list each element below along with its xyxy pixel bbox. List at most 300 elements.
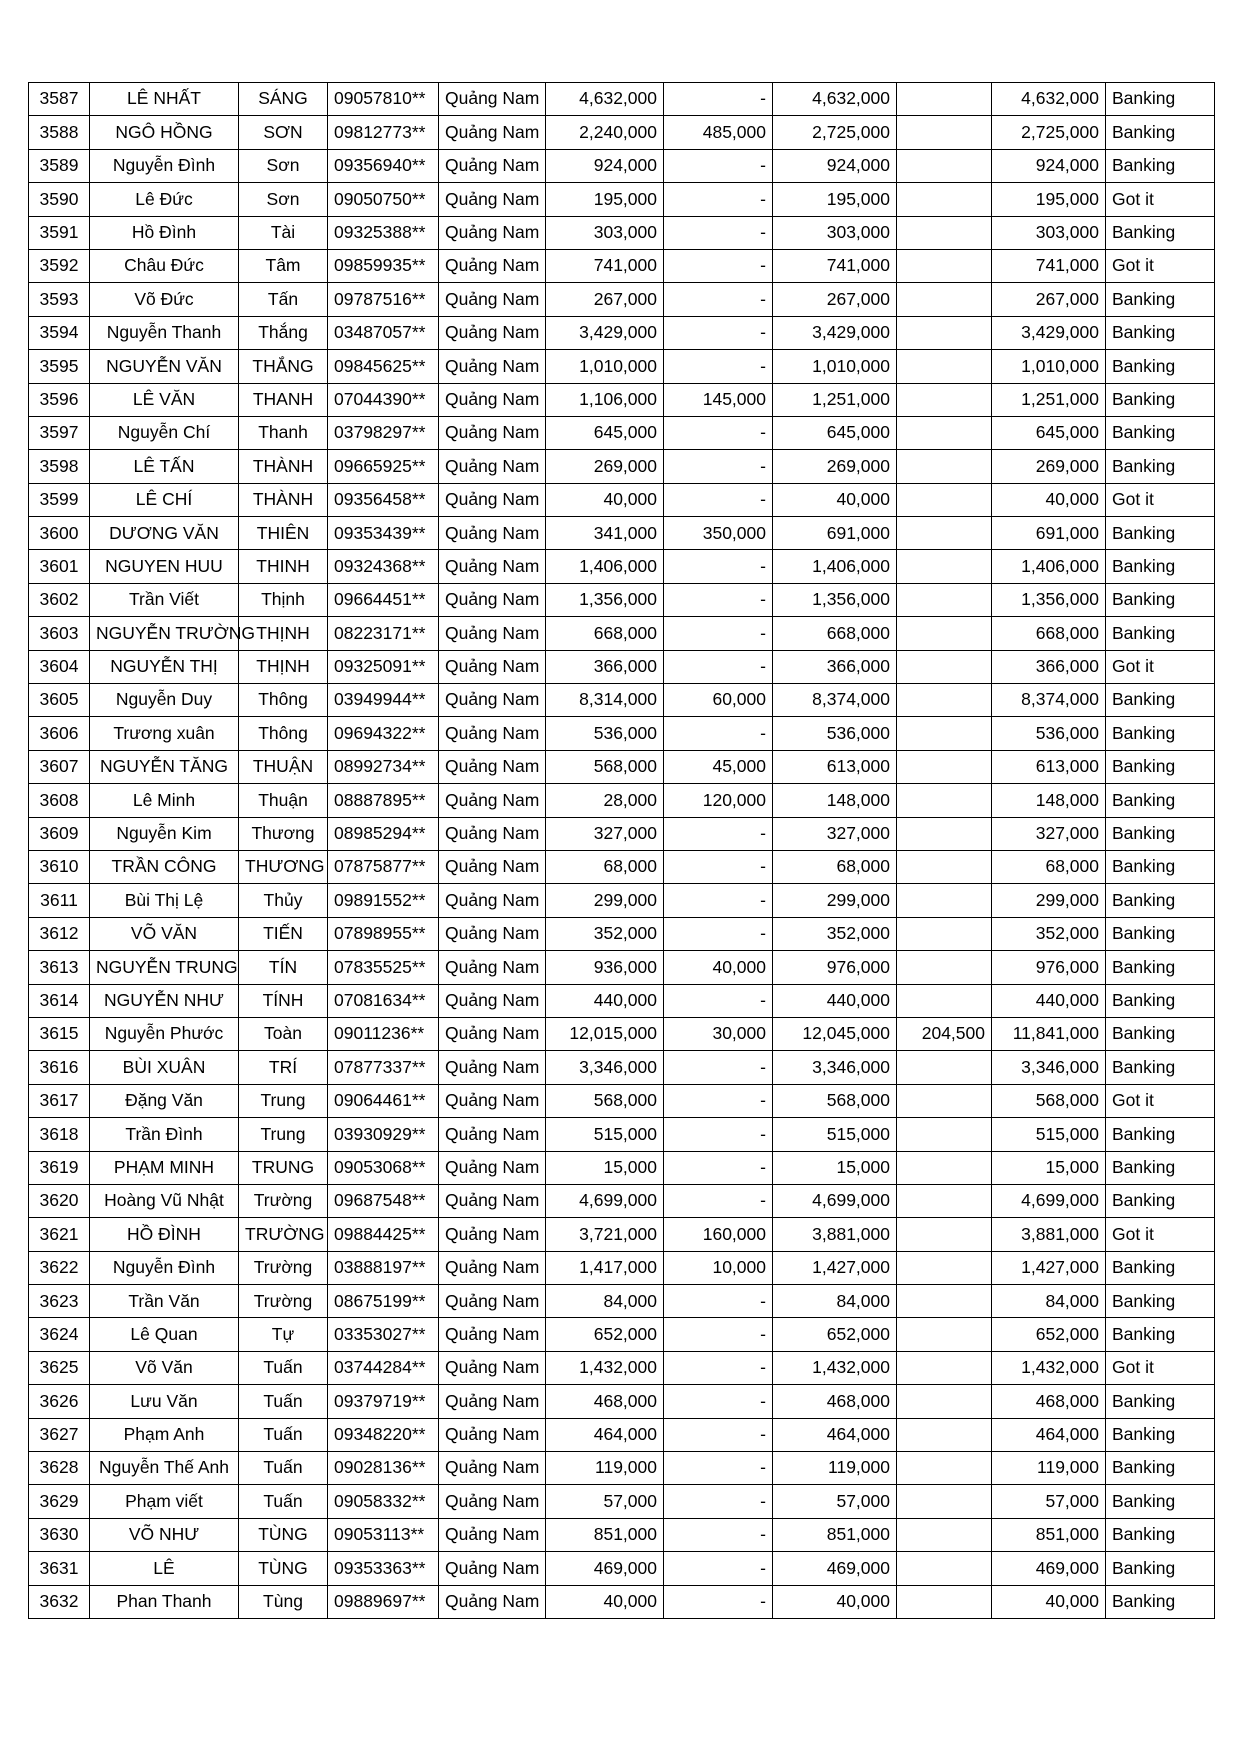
total-cell: 3,881,000 <box>992 1218 1106 1251</box>
surname-cell: LÊ CHÍ <box>90 483 239 516</box>
province-cell: Quảng Nam <box>439 383 546 416</box>
method-cell: Banking <box>1106 1251 1215 1284</box>
surname-cell: Nguyễn Thế Anh <box>90 1452 239 1485</box>
bonus-cell: - <box>664 583 773 616</box>
phone-cell: 08675199** <box>328 1285 439 1318</box>
bonus-cell: - <box>664 450 773 483</box>
method-cell: Banking <box>1106 850 1215 883</box>
bonus-cell: - <box>664 216 773 249</box>
subtotal-cell: 267,000 <box>773 283 897 316</box>
province-cell: Quảng Nam <box>439 483 546 516</box>
phone-cell: 08887895** <box>328 784 439 817</box>
bonus-cell: - <box>664 149 773 182</box>
bonus-cell: - <box>664 1351 773 1384</box>
table-row <box>29 1385 1215 1418</box>
subtotal-cell: 568,000 <box>773 1084 897 1117</box>
bonus-cell: - <box>664 183 773 216</box>
bonus-cell: - <box>664 1318 773 1351</box>
subtotal-cell: 652,000 <box>773 1318 897 1351</box>
row-number: 3623 <box>29 1285 90 1318</box>
surname-cell: Phạm Anh <box>90 1418 239 1451</box>
row-number: 3619 <box>29 1151 90 1184</box>
subtotal-cell: 2,725,000 <box>773 116 897 149</box>
surname-cell: Lê Minh <box>90 784 239 817</box>
bonus-cell: - <box>664 1118 773 1151</box>
table-row <box>29 1485 1215 1518</box>
table-row <box>29 1051 1215 1084</box>
province-cell: Quảng Nam <box>439 1552 546 1585</box>
total-cell: 84,000 <box>992 1285 1106 1318</box>
subtotal-cell: 645,000 <box>773 416 897 449</box>
amount-cell: 741,000 <box>546 249 664 282</box>
method-cell: Banking <box>1106 1017 1215 1050</box>
bonus-cell: 350,000 <box>664 517 773 550</box>
province-cell: Quảng Nam <box>439 917 546 950</box>
row-number: 3612 <box>29 917 90 950</box>
bonus-cell: - <box>664 650 773 683</box>
deduction-cell <box>897 450 992 483</box>
row-number: 3624 <box>29 1318 90 1351</box>
phone-cell: 09889697** <box>328 1585 439 1618</box>
phone-cell: 09325388** <box>328 216 439 249</box>
bonus-cell: 45,000 <box>664 750 773 783</box>
given-name-cell: Tuấn <box>239 1385 328 1418</box>
province-cell: Quảng Nam <box>439 249 546 282</box>
subtotal-cell: 469,000 <box>773 1552 897 1585</box>
phone-cell: 09050750** <box>328 183 439 216</box>
given-name-cell: Thuận <box>239 784 328 817</box>
surname-cell: Đặng Văn <box>90 1084 239 1117</box>
deduction-cell <box>897 149 992 182</box>
row-number: 3591 <box>29 216 90 249</box>
method-cell: Banking <box>1106 1318 1215 1351</box>
province-cell: Quảng Nam <box>439 183 546 216</box>
given-name-cell: Toàn <box>239 1017 328 1050</box>
amount-cell: 4,632,000 <box>546 83 664 116</box>
amount-cell: 3,721,000 <box>546 1218 664 1251</box>
bonus-cell: - <box>664 1151 773 1184</box>
method-cell: Got it <box>1106 1084 1215 1117</box>
province-cell: Quảng Nam <box>439 416 546 449</box>
table-row <box>29 684 1215 717</box>
method-cell: Banking <box>1106 550 1215 583</box>
deduction-cell <box>897 617 992 650</box>
table-row <box>29 216 1215 249</box>
bonus-cell: - <box>664 1452 773 1485</box>
province-cell: Quảng Nam <box>439 116 546 149</box>
province-cell: Quảng Nam <box>439 1518 546 1551</box>
surname-cell: LÊ <box>90 1552 239 1585</box>
method-cell: Banking <box>1106 583 1215 616</box>
total-cell: 68,000 <box>992 850 1106 883</box>
total-cell: 1,427,000 <box>992 1251 1106 1284</box>
subtotal-cell: 468,000 <box>773 1385 897 1418</box>
table-row <box>29 450 1215 483</box>
method-cell: Banking <box>1106 416 1215 449</box>
bonus-cell: - <box>664 416 773 449</box>
table-row <box>29 149 1215 182</box>
province-cell: Quảng Nam <box>439 1485 546 1518</box>
subtotal-cell: 119,000 <box>773 1452 897 1485</box>
deduction-cell <box>897 283 992 316</box>
method-cell: Banking <box>1106 951 1215 984</box>
given-name-cell: Thịnh <box>239 583 328 616</box>
surname-cell: NGUYỄN NHƯ <box>90 984 239 1017</box>
row-number: 3611 <box>29 884 90 917</box>
total-cell: 269,000 <box>992 450 1106 483</box>
amount-cell: 15,000 <box>546 1151 664 1184</box>
method-cell: Banking <box>1106 1051 1215 1084</box>
province-cell: Quảng Nam <box>439 1218 546 1251</box>
row-number: 3590 <box>29 183 90 216</box>
deduction-cell <box>897 183 992 216</box>
given-name-cell: SÁNG <box>239 83 328 116</box>
deduction-cell <box>897 1218 992 1251</box>
amount-cell: 2,240,000 <box>546 116 664 149</box>
deduction-cell <box>897 850 992 883</box>
row-number: 3588 <box>29 116 90 149</box>
amount-cell: 440,000 <box>546 984 664 1017</box>
surname-cell: Phạm viết <box>90 1485 239 1518</box>
given-name-cell: THƯƠNG <box>239 850 328 883</box>
amount-cell: 57,000 <box>546 1485 664 1518</box>
subtotal-cell: 12,045,000 <box>773 1017 897 1050</box>
amount-cell: 303,000 <box>546 216 664 249</box>
total-cell: 613,000 <box>992 750 1106 783</box>
subtotal-cell: 924,000 <box>773 149 897 182</box>
surname-cell: Phan Thanh <box>90 1585 239 1618</box>
province-cell: Quảng Nam <box>439 617 546 650</box>
total-cell: 267,000 <box>992 283 1106 316</box>
deduction-cell <box>897 316 992 349</box>
surname-cell: Nguyễn Đình <box>90 149 239 182</box>
province-cell: Quảng Nam <box>439 984 546 1017</box>
given-name-cell: Thắng <box>239 316 328 349</box>
table-row <box>29 817 1215 850</box>
table-row <box>29 483 1215 516</box>
given-name-cell: THỊNH <box>239 650 328 683</box>
deduction-cell <box>897 984 992 1017</box>
province-cell: Quảng Nam <box>439 1385 546 1418</box>
subtotal-cell: 1,406,000 <box>773 550 897 583</box>
given-name-cell: TÍN <box>239 951 328 984</box>
surname-cell: LÊ TẤN <box>90 450 239 483</box>
table-row <box>29 83 1215 116</box>
row-number: 3630 <box>29 1518 90 1551</box>
table-row <box>29 1585 1215 1618</box>
province-cell: Quảng Nam <box>439 583 546 616</box>
amount-cell: 924,000 <box>546 149 664 182</box>
table-row <box>29 1285 1215 1318</box>
surname-cell: DƯƠNG VĂN <box>90 517 239 550</box>
given-name-cell: THỊNH <box>239 617 328 650</box>
bonus-cell: - <box>664 1585 773 1618</box>
province-cell: Quảng Nam <box>439 1017 546 1050</box>
given-name-cell: Tuấn <box>239 1351 328 1384</box>
province-cell: Quảng Nam <box>439 750 546 783</box>
method-cell: Got it <box>1106 1218 1215 1251</box>
subtotal-cell: 691,000 <box>773 517 897 550</box>
phone-cell: 07875877** <box>328 850 439 883</box>
amount-cell: 468,000 <box>546 1385 664 1418</box>
total-cell: 469,000 <box>992 1552 1106 1585</box>
method-cell: Banking <box>1106 383 1215 416</box>
total-cell: 741,000 <box>992 249 1106 282</box>
province-cell: Quảng Nam <box>439 951 546 984</box>
given-name-cell: TRUNG <box>239 1151 328 1184</box>
surname-cell: Nguyễn Kim <box>90 817 239 850</box>
total-cell: 3,346,000 <box>992 1051 1106 1084</box>
given-name-cell: Tuấn <box>239 1418 328 1451</box>
row-number: 3616 <box>29 1051 90 1084</box>
bonus-cell: - <box>664 283 773 316</box>
subtotal-cell: 15,000 <box>773 1151 897 1184</box>
table-row <box>29 884 1215 917</box>
surname-cell: Võ Văn <box>90 1351 239 1384</box>
bonus-cell: - <box>664 1084 773 1117</box>
row-number: 3603 <box>29 617 90 650</box>
province-cell: Quảng Nam <box>439 784 546 817</box>
amount-cell: 645,000 <box>546 416 664 449</box>
total-cell: 1,406,000 <box>992 550 1106 583</box>
deduction-cell <box>897 1084 992 1117</box>
table-row <box>29 617 1215 650</box>
deduction-cell <box>897 1051 992 1084</box>
total-cell: 568,000 <box>992 1084 1106 1117</box>
amount-cell: 299,000 <box>546 884 664 917</box>
surname-cell: Trương xuân <box>90 717 239 750</box>
deduction-cell <box>897 83 992 116</box>
surname-cell: Nguyễn Phước <box>90 1017 239 1050</box>
phone-cell: 09053113** <box>328 1518 439 1551</box>
phone-cell: 08985294** <box>328 817 439 850</box>
given-name-cell: Tự <box>239 1318 328 1351</box>
row-number: 3602 <box>29 583 90 616</box>
table-row <box>29 416 1215 449</box>
bonus-cell: - <box>664 984 773 1017</box>
deduction-cell <box>897 1552 992 1585</box>
method-cell: Banking <box>1106 784 1215 817</box>
row-number: 3631 <box>29 1552 90 1585</box>
surname-cell: BÙI XUÂN <box>90 1051 239 1084</box>
table-row <box>29 1251 1215 1284</box>
total-cell: 8,374,000 <box>992 684 1106 717</box>
deduction-cell <box>897 1452 992 1485</box>
table-row <box>29 1351 1215 1384</box>
bonus-cell: - <box>664 83 773 116</box>
phone-cell: 09687548** <box>328 1184 439 1217</box>
bonus-cell: - <box>664 884 773 917</box>
row-number: 3594 <box>29 316 90 349</box>
bonus-cell: 485,000 <box>664 116 773 149</box>
given-name-cell: THẮNG <box>239 350 328 383</box>
deduction-cell <box>897 517 992 550</box>
given-name-cell: Thông <box>239 684 328 717</box>
phone-cell: 09353363** <box>328 1552 439 1585</box>
method-cell: Banking <box>1106 216 1215 249</box>
total-cell: 57,000 <box>992 1485 1106 1518</box>
province-cell: Quảng Nam <box>439 1318 546 1351</box>
surname-cell: Nguyễn Chí <box>90 416 239 449</box>
total-cell: 691,000 <box>992 517 1106 550</box>
phone-cell: 09325091** <box>328 650 439 683</box>
subtotal-cell: 327,000 <box>773 817 897 850</box>
subtotal-cell: 68,000 <box>773 850 897 883</box>
deduction-cell <box>897 583 992 616</box>
total-cell: 515,000 <box>992 1118 1106 1151</box>
bonus-cell: - <box>664 1051 773 1084</box>
subtotal-cell: 40,000 <box>773 1585 897 1618</box>
given-name-cell: Tuấn <box>239 1452 328 1485</box>
total-cell: 15,000 <box>992 1151 1106 1184</box>
row-number: 3617 <box>29 1084 90 1117</box>
surname-cell: VÕ NHƯ <box>90 1518 239 1551</box>
amount-cell: 341,000 <box>546 517 664 550</box>
row-number: 3629 <box>29 1485 90 1518</box>
surname-cell: Nguyễn Thanh <box>90 316 239 349</box>
bonus-cell: 60,000 <box>664 684 773 717</box>
province-cell: Quảng Nam <box>439 283 546 316</box>
bonus-cell: 160,000 <box>664 1218 773 1251</box>
deduction-cell <box>897 884 992 917</box>
row-number: 3627 <box>29 1418 90 1451</box>
amount-cell: 195,000 <box>546 183 664 216</box>
surname-cell: NGUYEN HUU <box>90 550 239 583</box>
total-cell: 464,000 <box>992 1418 1106 1451</box>
method-cell: Banking <box>1106 1585 1215 1618</box>
phone-cell: 03930929** <box>328 1118 439 1151</box>
given-name-cell: Thông <box>239 717 328 750</box>
bonus-cell: - <box>664 917 773 950</box>
table-row <box>29 784 1215 817</box>
deduction-cell <box>897 249 992 282</box>
amount-cell: 267,000 <box>546 283 664 316</box>
deduction-cell <box>897 1118 992 1151</box>
given-name-cell: Sơn <box>239 149 328 182</box>
given-name-cell: Sơn <box>239 183 328 216</box>
bonus-cell: - <box>664 817 773 850</box>
surname-cell: Nguyễn Duy <box>90 684 239 717</box>
phone-cell: 09028136** <box>328 1452 439 1485</box>
given-name-cell: TÙNG <box>239 1552 328 1585</box>
phone-cell: 03353027** <box>328 1318 439 1351</box>
total-cell: 148,000 <box>992 784 1106 817</box>
subtotal-cell: 741,000 <box>773 249 897 282</box>
method-cell: Banking <box>1106 83 1215 116</box>
deduction-cell <box>897 1184 992 1217</box>
phone-cell: 09694322** <box>328 717 439 750</box>
row-number: 3606 <box>29 717 90 750</box>
row-number: 3622 <box>29 1251 90 1284</box>
deduction-cell <box>897 717 992 750</box>
bonus-cell: - <box>664 850 773 883</box>
row-number: 3593 <box>29 283 90 316</box>
amount-cell: 568,000 <box>546 1084 664 1117</box>
method-cell: Banking <box>1106 1285 1215 1318</box>
bonus-cell: - <box>664 550 773 583</box>
total-cell: 645,000 <box>992 416 1106 449</box>
amount-cell: 668,000 <box>546 617 664 650</box>
subtotal-cell: 3,881,000 <box>773 1218 897 1251</box>
row-number: 3601 <box>29 550 90 583</box>
method-cell: Banking <box>1106 450 1215 483</box>
total-cell: 119,000 <box>992 1452 1106 1485</box>
province-cell: Quảng Nam <box>439 1084 546 1117</box>
subtotal-cell: 515,000 <box>773 1118 897 1151</box>
given-name-cell: Tuấn <box>239 1485 328 1518</box>
subtotal-cell: 536,000 <box>773 717 897 750</box>
deduction-cell <box>897 750 992 783</box>
amount-cell: 68,000 <box>546 850 664 883</box>
total-cell: 4,699,000 <box>992 1184 1106 1217</box>
table-row <box>29 750 1215 783</box>
given-name-cell: Trường <box>239 1285 328 1318</box>
amount-cell: 1,406,000 <box>546 550 664 583</box>
method-cell: Got it <box>1106 249 1215 282</box>
row-number: 3626 <box>29 1385 90 1418</box>
phone-cell: 09664451** <box>328 583 439 616</box>
total-cell: 11,841,000 <box>992 1017 1106 1050</box>
total-cell: 924,000 <box>992 149 1106 182</box>
phone-cell: 03888197** <box>328 1251 439 1284</box>
phone-cell: 09353439** <box>328 517 439 550</box>
table-row <box>29 1084 1215 1117</box>
surname-cell: Lê Đức <box>90 183 239 216</box>
row-number: 3604 <box>29 650 90 683</box>
table-row <box>29 1452 1215 1485</box>
phone-cell: 07081634** <box>328 984 439 1017</box>
bonus-cell: - <box>664 316 773 349</box>
row-number: 3607 <box>29 750 90 783</box>
subtotal-cell: 352,000 <box>773 917 897 950</box>
bonus-cell: 120,000 <box>664 784 773 817</box>
given-name-cell: Tâm <box>239 249 328 282</box>
amount-cell: 327,000 <box>546 817 664 850</box>
total-cell: 366,000 <box>992 650 1106 683</box>
surname-cell: HỒ ĐÌNH <box>90 1218 239 1251</box>
table-row <box>29 1184 1215 1217</box>
amount-cell: 4,699,000 <box>546 1184 664 1217</box>
bonus-cell: - <box>664 1184 773 1217</box>
row-number: 3615 <box>29 1017 90 1050</box>
subtotal-cell: 148,000 <box>773 784 897 817</box>
deduction-cell <box>897 1285 992 1318</box>
province-cell: Quảng Nam <box>439 450 546 483</box>
total-cell: 327,000 <box>992 817 1106 850</box>
method-cell: Banking <box>1106 1452 1215 1485</box>
method-cell: Banking <box>1106 817 1215 850</box>
table-row <box>29 1552 1215 1585</box>
surname-cell: NGUYỄN TĂNG <box>90 750 239 783</box>
total-cell: 299,000 <box>992 884 1106 917</box>
subtotal-cell: 1,010,000 <box>773 350 897 383</box>
province-cell: Quảng Nam <box>439 1051 546 1084</box>
amount-cell: 536,000 <box>546 717 664 750</box>
method-cell: Banking <box>1106 1184 1215 1217</box>
table-row <box>29 650 1215 683</box>
phone-cell: 09665925** <box>328 450 439 483</box>
deduction-cell <box>897 817 992 850</box>
surname-cell: Trần Đình <box>90 1118 239 1151</box>
given-name-cell: Thủy <box>239 884 328 917</box>
total-cell: 352,000 <box>992 917 1106 950</box>
subtotal-cell: 57,000 <box>773 1485 897 1518</box>
bonus-cell: - <box>664 1552 773 1585</box>
method-cell: Banking <box>1106 517 1215 550</box>
deduction-cell <box>897 1585 992 1618</box>
subtotal-cell: 1,432,000 <box>773 1351 897 1384</box>
phone-cell: 09884425** <box>328 1218 439 1251</box>
